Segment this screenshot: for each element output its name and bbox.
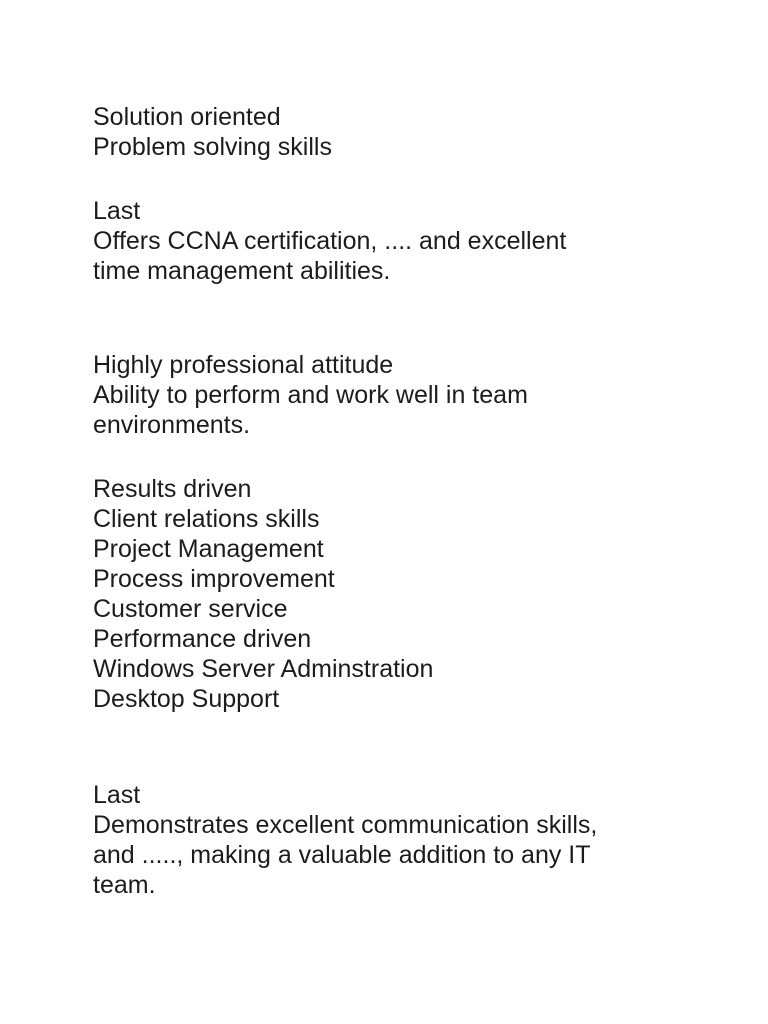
skill-item: Performance driven xyxy=(93,625,312,653)
last-block-communication xyxy=(93,780,713,900)
text-line: time management abilities. xyxy=(93,257,391,285)
skill-item: Desktop Support xyxy=(93,685,280,713)
skills-list xyxy=(93,474,713,714)
skills-block-solution xyxy=(93,102,713,162)
attitude-block xyxy=(93,350,713,440)
text-line: Ability to perform and work well in team xyxy=(93,381,528,409)
text-line: and ....., making a valuable addition to any IT xyxy=(93,841,591,869)
text-line: Problem solving skills xyxy=(93,133,332,161)
text-line: team. xyxy=(93,871,156,899)
skill-item: Process improvement xyxy=(93,565,335,593)
paragraph-spacer xyxy=(93,714,713,780)
text-line: Demonstrates excellent communication skills, xyxy=(93,811,598,839)
paragraph-spacer xyxy=(93,286,713,350)
skill-item: Windows Server Adminstration xyxy=(93,655,434,683)
skill-item: Customer service xyxy=(93,595,288,623)
text-line: environments. xyxy=(93,411,251,439)
paragraph-spacer xyxy=(93,440,713,474)
paragraph-spacer xyxy=(93,162,713,196)
skill-item: Client relations skills xyxy=(93,505,320,533)
text-line: Highly professional attitude xyxy=(93,351,394,379)
skill-item: Project Management xyxy=(93,535,324,563)
skill-item: Results driven xyxy=(93,475,252,503)
section-heading: Last xyxy=(93,197,141,225)
section-heading: Last xyxy=(93,781,141,809)
document-body xyxy=(93,102,713,900)
last-block-ccna xyxy=(93,196,713,286)
text-line: Offers CCNA certification, .... and excellent xyxy=(93,227,567,255)
text-line: Solution oriented xyxy=(93,103,281,131)
